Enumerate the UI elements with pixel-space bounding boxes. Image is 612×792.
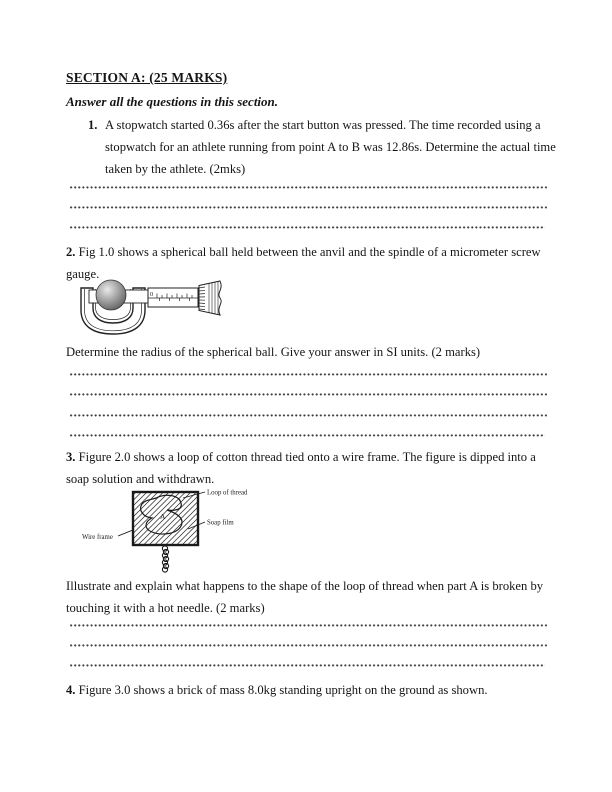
spindle	[124, 290, 149, 303]
answer-line	[70, 664, 545, 667]
sleeve-zero-label: 0	[150, 291, 154, 298]
answer-line	[70, 393, 547, 396]
question-1-line: stopwatch for an athlete running from point A to B was 12.86s. Determine the actual time	[105, 140, 556, 154]
point-a-label: A	[160, 512, 166, 521]
soap-film-label: Soap film	[207, 519, 234, 527]
answer-line	[70, 624, 547, 627]
question-2-number: 2.	[66, 245, 76, 259]
answer-line	[70, 226, 545, 229]
wire-frame-label: Wire frame	[82, 534, 113, 541]
question-3-prompt-line: touching it with a hot needle. (2 marks)	[66, 601, 265, 615]
soap-film-hatching	[133, 492, 198, 545]
question-1-line: taken by the athlete. (2mks)	[105, 162, 246, 176]
answer-line	[70, 373, 547, 376]
spherical-ball	[96, 280, 126, 310]
question-3-number: 3.	[66, 450, 76, 464]
question-2-line: Fig 1.0 shows a spherical ball held between the anvil and the spindle of a micrometer screw	[78, 245, 541, 259]
section-instruction: Answer all the questions in this section.	[66, 94, 279, 109]
question-1-number: 1.	[88, 118, 98, 132]
question-3-prompt	[66, 575, 543, 619]
section-title: SECTION A: (25 MARKS)	[66, 70, 228, 85]
answer-line	[70, 414, 547, 417]
answer-line	[70, 644, 547, 647]
answer-line	[70, 206, 547, 209]
answer-line	[70, 186, 547, 189]
question-4-text	[66, 679, 488, 701]
question-2-line: gauge.	[66, 267, 100, 281]
question-4-number: 4.	[66, 683, 76, 697]
soap-film-figure	[78, 484, 313, 574]
thimble	[199, 281, 221, 315]
question-4-line: Figure 3.0 shows a brick of mass 8.0kg standing upright on the ground as shown.	[78, 683, 488, 697]
question-2-prompt: Determine the radius of the spherical ball. Give your answer in SI units. (2 marks)	[66, 345, 481, 359]
micrometer-figure	[75, 276, 230, 338]
frame-label-leader	[118, 530, 133, 536]
question-1-line: A stopwatch started 0.36s after the start button was pressed. The time recorded using a	[105, 118, 541, 132]
question-3-line: soap solution and withdrawn.	[66, 472, 215, 486]
question-1-text	[105, 114, 556, 180]
sleeve-scale	[148, 288, 198, 307]
question-3-line: Figure 2.0 shows a loop of cotton thread tied onto a wire frame. The figure is dipped into a	[78, 450, 536, 464]
answer-line	[70, 434, 545, 437]
thread-coil	[162, 546, 168, 572]
loop-of-thread-label: Loop of thread	[207, 489, 248, 497]
question-3-prompt-line: Illustrate and explain what happens to the shape of the loop of thread when part A is broken by	[66, 579, 544, 593]
